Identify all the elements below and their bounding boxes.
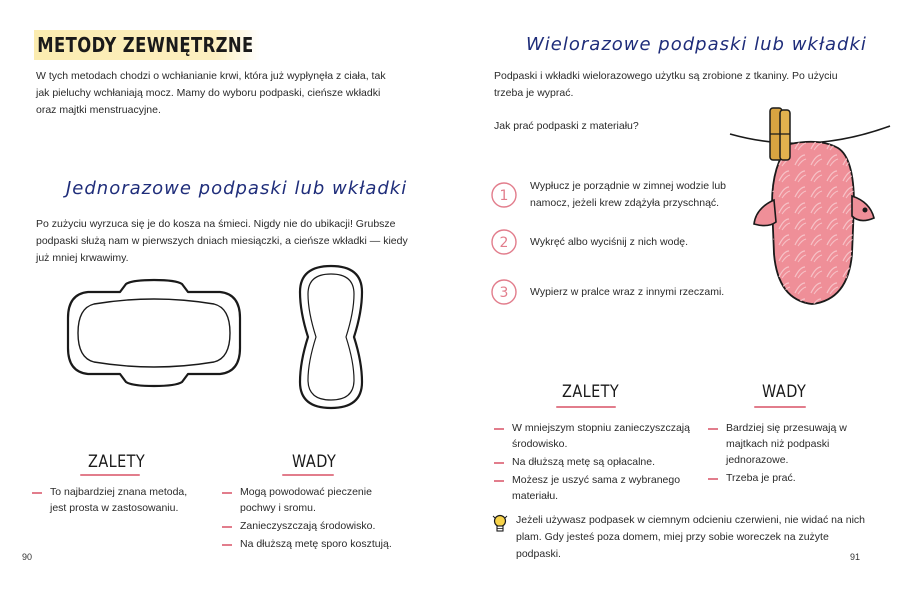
wash-question: Jak prać podpaski z materiału?: [494, 120, 639, 132]
disposable-paragraph: Po zużyciu wyrzuca się je do kosza na śmieci. Nigdy nie do ubikacji! Grubsze podpaski służą nam w pierwszych dniach miesiączki, a cieńsze wkładki — kiedy już mniej krwawimy.: [36, 218, 408, 264]
step-number-circle: [490, 181, 518, 209]
pros-list-left: [32, 484, 202, 518]
step-number-circle: [490, 228, 518, 256]
list-item: Zanieczyszczają środowisko.: [222, 518, 402, 534]
list-item: Na dłuższą metę są opłacalne.: [494, 454, 694, 470]
step-1: [490, 178, 750, 212]
pros-underline-left: [80, 474, 140, 476]
list-item: To najbardziej znana metoda, jest prosta w zastosowaniu.: [32, 484, 202, 516]
pros-title-left: ZALETY: [88, 452, 146, 472]
list-item: Na dłuższą metę sporo kosztują.: [222, 536, 402, 552]
svg-text:2: 2: [499, 235, 509, 251]
page-number-left: 90: [22, 552, 33, 562]
intro-paragraph: W tych metodach chodzi o wchłanianie krwi, która już wypłynęła z ciała, tak jak pieluchy wchłaniają mocz. Mamy do wyboru podpaski, cieńsze wkładki oraz majtki menstruacyjne.: [36, 70, 386, 116]
reusable-pad-clothesline-icon: [728, 104, 893, 314]
cons-list-left: [222, 484, 402, 554]
reusable-paragraph: Podpaski i wkładki wielorazowego użytku są zrobione z tkaniny. Po użyciu trzeba je wyprać.: [494, 70, 838, 99]
lightbulb-icon: [492, 512, 508, 534]
thin-liner-icon: [294, 262, 368, 412]
cons-title-right: WADY: [762, 382, 807, 402]
cons-list-right: [708, 420, 848, 488]
svg-text:3: 3: [499, 285, 509, 301]
step-2: [490, 228, 750, 256]
cons-underline-left: [282, 474, 334, 476]
right-page: [450, 0, 900, 590]
svg-text:1: 1: [499, 188, 509, 204]
list-item: Trzeba je prać.: [708, 470, 848, 486]
section-title: METODY ZEWNĘTRZNE: [34, 30, 260, 60]
pros-title-right: ZALETY: [562, 382, 620, 402]
disposable-title: Jednorazowe podpaski lub wkładki: [66, 178, 408, 199]
reusable-title: Wielorazowe podpaski lub wkładki: [526, 34, 867, 55]
step-text: Wypierz w pralce wraz z innymi rzeczami.: [530, 285, 725, 298]
list-item: Mogą powodować pieczenie pochwy i sromu.: [222, 484, 402, 516]
cons-underline-right: [754, 406, 806, 408]
step-text: Wykręć albo wyciśnij z nich wodę.: [530, 235, 689, 248]
cons-title-left: WADY: [292, 452, 337, 472]
tip-text: Jeżeli używasz podpasek w ciemnym odcieniu czerwieni, nie widać na nich plam. Gdy jesteś poza domem, miej przy sobie woreczek na zużyte podpaski.: [516, 514, 865, 560]
page-number-right: 91: [850, 552, 861, 562]
pros-list-right: [494, 420, 694, 506]
list-item: Bardziej się przesuwają w majtkach niż podpaski jednorazowe.: [708, 420, 848, 468]
tip: [492, 512, 876, 563]
step-text: Wypłucz je porządnie w zimnej wodzie lub namocz, jeżeli krew zdążyła przyschnąć.: [530, 180, 726, 209]
pros-underline-right: [556, 406, 616, 408]
list-item: W mniejszym stopniu zanieczyszczają środowisko.: [494, 420, 694, 452]
step-number-circle: [490, 278, 518, 306]
list-item: Możesz je uszyć sama z wybranego materiału.: [494, 472, 694, 504]
disposable-pad-icon: [64, 278, 244, 388]
